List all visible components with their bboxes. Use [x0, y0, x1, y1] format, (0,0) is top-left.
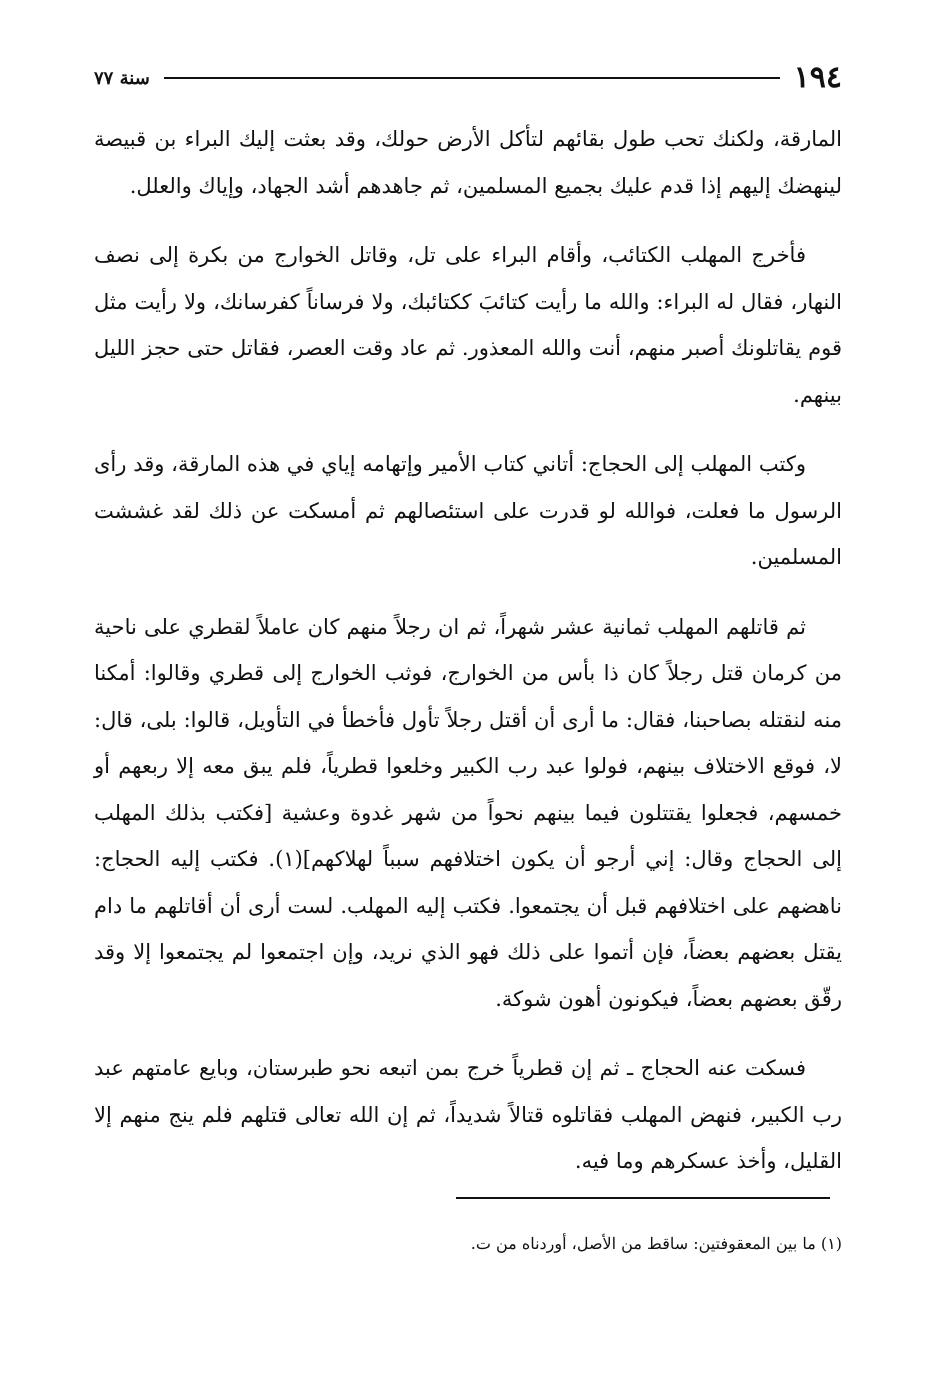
footnote: (١) ما بين المعقوفتين: ساقط من الأصل، أوردناه من ت. [470, 1234, 842, 1253]
footnote-rule [456, 1197, 830, 1199]
paragraph: فسكت عنه الحجاج ـ ثم إن قطرياً خرج بمن اتبعه نحو طبرستان، وبايع عامتهم عبد رب الكبير، فنهض المهلب فقاتلوه قتالاً شديداً، ثم إن الله تعالى قتلهم فلم ينج منهم إلا القليل، وأخذ عسكرهم وما فيه. [94, 1056, 842, 1173]
year-label: سنة ٧٧ [94, 67, 150, 89]
paragraph: المارقة، ولكنك تحب طول بقائهم لتأكل الأرض حولك، وقد بعثت إليك البراء بن قبيصة لينهضك إليهم إذا قدم عليك بجميع المسلمين، ثم جاهدهم أشد الجهاد، وإياك والعلل. [94, 127, 842, 198]
paragraph: فأخرج المهلب الكتائب، وأقام البراء على تل، وقاتل الخوارج من بكرة إلى نصف النهار، فقال له البراء: والله ما رأيت كتائبَ ككتائبك، ولا فرساناً كفرسانك، ولا رأيت مثل قوم يقاتلونك أصبر منهم، أنت والله المعذور. ثم عاد وقت العصر، فقاتل حتى حجز الليل بينهم. [94, 243, 842, 407]
page-number: ١٩٤ [793, 60, 842, 95]
paragraph: ثم قاتلهم المهلب ثمانية عشر شهراً، ثم ان رجلاً منهم كان عاملاً لقطري على ناحية من كرمان قتل رجلاً كان ذا بأس من الخوارج، فوثب الخوارج إلى قطري وقالوا: أمكنا منه لنقتله بصاحبنا، فقال: ما أرى أن أقتل رجلاً تأول فأخطأ في التأويل، قالوا: بلى، قال: لا، فوقع الاختلاف بينهم، فولوا عبد رب الكبير وخلعوا قطرياً، فلم يبق معه إلا ربعهم أو خمسهم، فجعلوا يقتتلون فيما بينهم نحواً من شهر غدوة وعشية [فكتب بذلك المهلب إلى الحجاج وقال: إني أرجو أن يكون اختلافهم سبباً لهلاكهم](١). فكتب إليه الحجاج: ناهضهم على اختلافهم قبل أن يجتمعوا. فكتب إليه المهلب. لست أرى أن أقاتلهم ما دام يقتل بعضهم بعضاً، فإن أتموا على ذلك فهو الذي نريد، وإن اجتمعوا لم يجتمعوا إلا وقد رقّق بعضهم بعضاً، فيكونون أهون شوكة. [94, 614, 842, 1011]
page-header [94, 60, 842, 96]
body-text [94, 116, 842, 1208]
paragraph: وكتب المهلب إلى الحجاج: أتاني كتاب الأمير وإتهامه إياي في هذه المارقة، وقد رأى الرسول ما فعلت، فوالله لو قدرت على استئصالهم ثم أمسكت عن ذلك لقد غششت المسلمين. [94, 452, 842, 569]
header-rule [164, 77, 780, 79]
